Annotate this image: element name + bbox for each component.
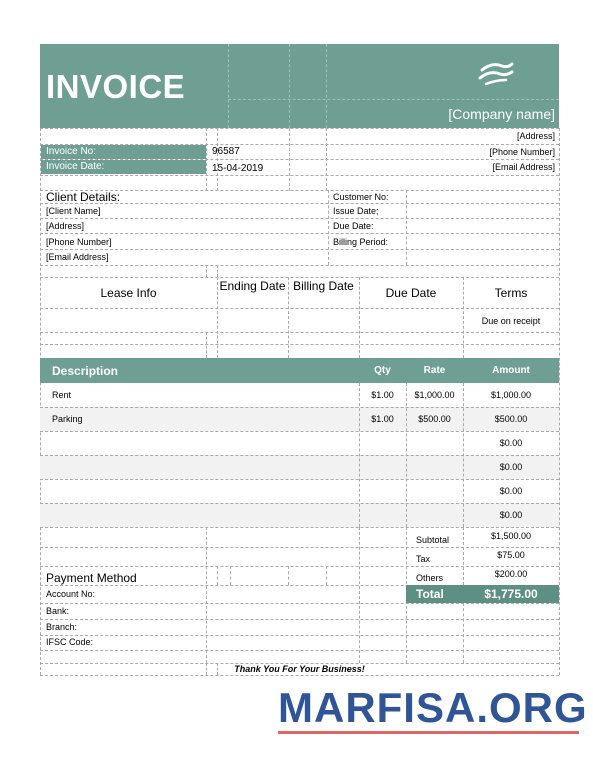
customer-no-label: Customer No:: [333, 192, 389, 202]
table-row: $0.00: [40, 503, 559, 527]
others-label: Others: [416, 573, 444, 583]
qty-header: Qty: [374, 365, 391, 376]
subtotal-label: Subtotal: [416, 535, 450, 545]
terms-value: Due on receipt: [481, 316, 541, 326]
invoice-date-label: Invoice Date:: [41, 160, 206, 174]
ending-date-header: Ending Date: [219, 279, 286, 293]
client-phone: [Phone Number]: [46, 237, 112, 247]
due-date-header: Due Date: [385, 286, 437, 300]
rate-header: Rate: [423, 365, 446, 376]
payment-method-heading: Payment Method: [46, 571, 137, 585]
due-date-label: Due Date:: [333, 221, 374, 231]
company-phone: [Phone Number]: [489, 147, 555, 157]
table-row: $0.00: [40, 455, 559, 479]
invoice-sheet: [40, 44, 559, 675]
company-name: [Company name]: [448, 106, 555, 122]
table-row: Parking $1.00 $500.00 $500.00: [40, 407, 559, 431]
company-address: [Address]: [516, 131, 555, 141]
invoice-no-value: 96587: [212, 146, 240, 157]
company-email: [Email Address]: [492, 162, 555, 172]
client-address: [Address]: [46, 221, 85, 231]
issue-date-label: Issue Date;: [333, 206, 379, 216]
description-header: Description: [52, 364, 119, 378]
watermark-underline: [278, 731, 579, 734]
marfisa-watermark: MARFISA.ORG: [278, 684, 588, 731]
terms-header: Terms: [494, 286, 528, 300]
lease-info-header: Lease Info: [100, 286, 157, 300]
bank-label: Bank:: [46, 606, 70, 616]
table-row: $0.00: [499, 438, 523, 448]
total-value: $1,775.00: [484, 587, 538, 601]
ifsc-code-label: IFSC Code:: [46, 637, 94, 647]
branch-label: Branch:: [46, 622, 78, 632]
client-name: [Client Name]: [46, 206, 101, 216]
total-label: Total: [416, 587, 444, 601]
company-logo-icon: [478, 58, 516, 90]
billing-period-label: Billing Period:: [333, 237, 389, 247]
invoice-date-value: 15-04-2019: [212, 163, 264, 174]
billing-date-header: Billing Date: [293, 279, 354, 293]
thank-you-note: Thank You For Your Business!: [234, 664, 365, 674]
table-row: Rent $1.00 $1,000.00 $1,000.00: [52, 390, 532, 400]
invoice-no-label: Invoice No:: [41, 145, 206, 159]
client-details-heading: Client Details:: [46, 190, 121, 204]
others-value: $200.00: [494, 569, 528, 579]
invoice-title: INVOICE: [46, 68, 186, 105]
subtotal-value: $1,500.00: [490, 531, 532, 541]
tax-label: Tax: [416, 554, 431, 564]
client-email: [Email Address]: [46, 252, 109, 262]
account-no-label: Account No:: [46, 589, 96, 599]
amount-header: Amount: [492, 365, 530, 376]
table-row: $0.00: [499, 486, 523, 496]
tax-value: $75.00: [497, 550, 525, 560]
